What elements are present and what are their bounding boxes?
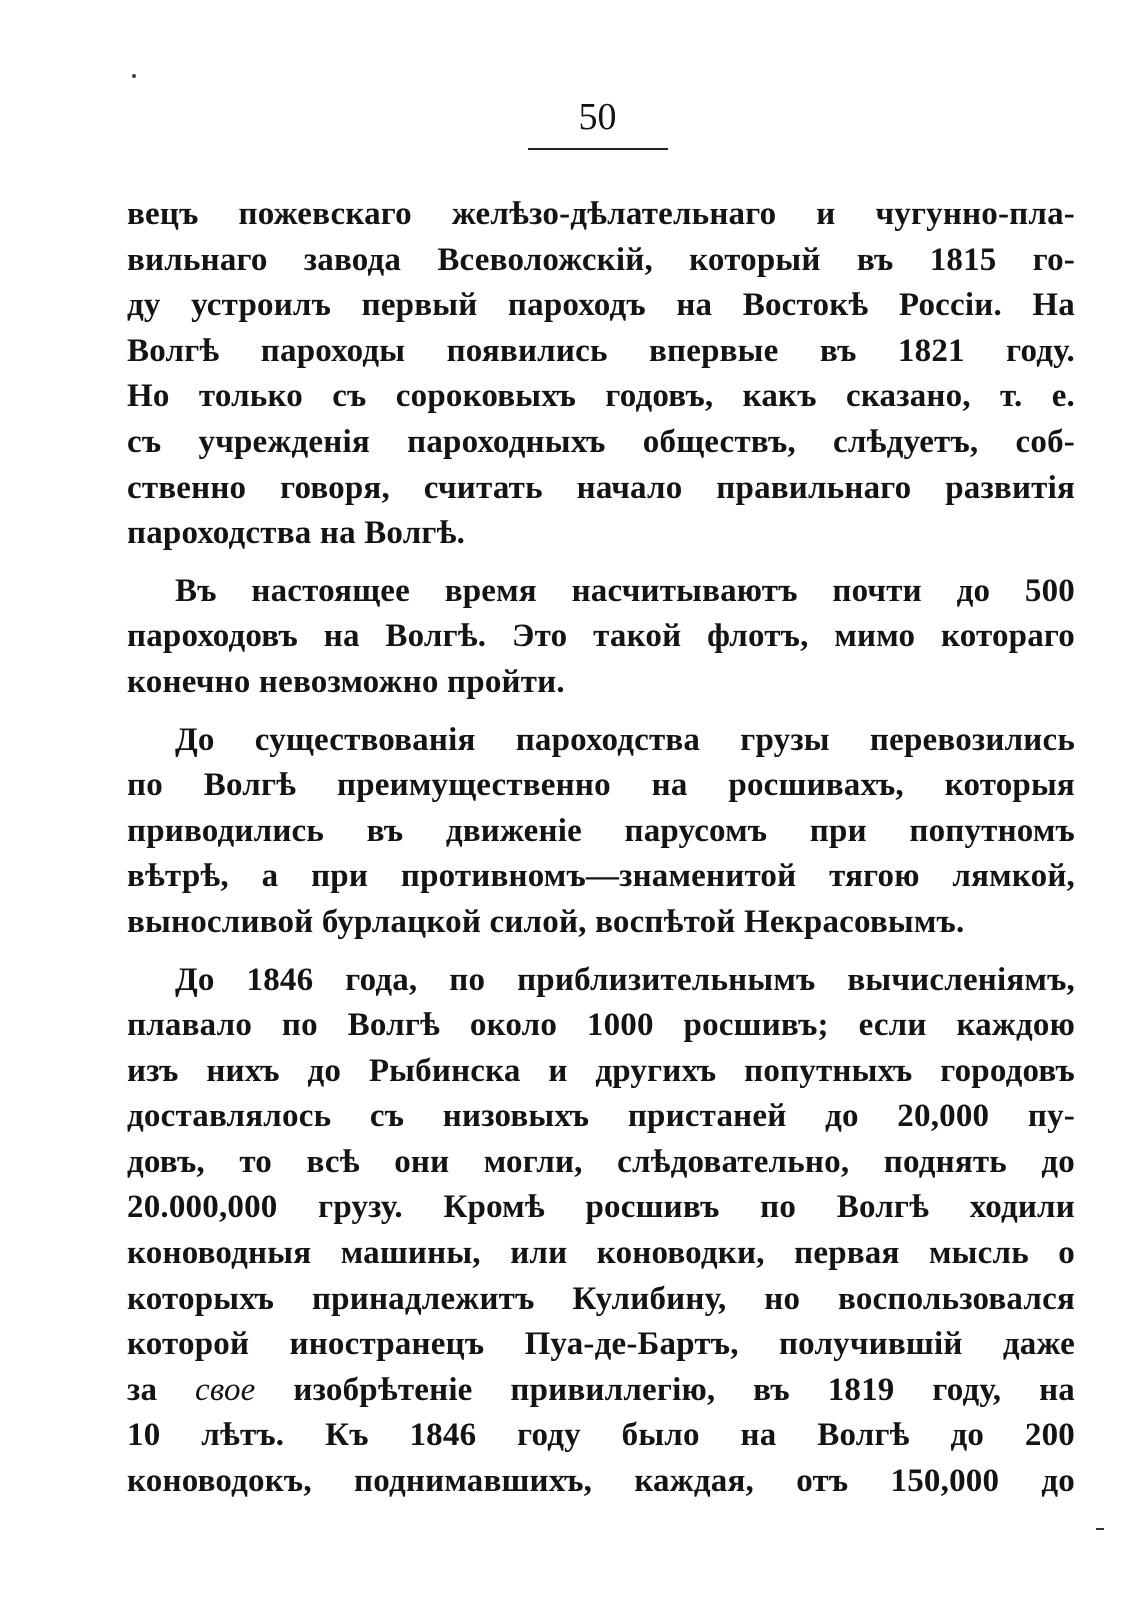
paragraph-4 — [127, 958, 1075, 1505]
text-line: 20.000,000 грузу. Кромѣ росшивъ по Волгѣ ходили — [127, 1189, 1075, 1226]
text-line: ственно говоря, считать начало правильнаго развитія — [127, 469, 1075, 506]
body-text — [127, 192, 1075, 1505]
text-line: плавало по Волгѣ около 1000 росшивъ; если каждою — [127, 1007, 1075, 1044]
text-line: вѣтрѣ, а при противномъ—знаменитой тягою лямкой, — [127, 858, 1075, 895]
text-line: съ учрежденія пароходныхъ обществъ, слѣдуетъ, соб- — [127, 423, 1075, 460]
paragraph-2 — [127, 569, 1075, 706]
text-line: по Волгѣ преимущественно на росшивахъ, которыя — [127, 767, 1075, 804]
text-line: выносливой бурлацкой силой, воспѣтой Некрасовымъ. — [127, 903, 965, 940]
text-line: довъ, то всѣ они могли, слѣдовательно, поднять до — [127, 1143, 1075, 1180]
text-line: вецъ пожевскаго желѣзо-дѣлательнаго и чугунно-пла- — [127, 196, 1075, 232]
paragraph-3 — [127, 718, 1075, 946]
text-line: коноводныя машины, или коноводки, первая мысль о — [127, 1235, 1075, 1272]
text-line: пароходства на Волгѣ. — [127, 515, 466, 552]
text-line: изъ нихъ до Рыбинска и другихъ попутныхъ городовъ — [127, 1052, 1075, 1089]
page-number-rule — [528, 148, 668, 150]
text-line: конечно невозможно пройти. — [127, 663, 565, 700]
text-line: Въ настоящее время насчитываютъ почти до 500 — [175, 572, 1075, 609]
margin-mark — [1096, 1528, 1104, 1530]
text-line: До 1846 года, по приблизительнымъ вычисленіямъ, — [175, 961, 1075, 998]
text-line: До существованія пароходства грузы перевозились — [175, 721, 1075, 758]
print-speck — [132, 74, 136, 78]
text-line: которой иностранецъ Пуа-де-Бартъ, получившій даже — [127, 1326, 1075, 1363]
text-line: 10 лѣтъ. Къ 1846 году было на Волгѣ до 200 — [127, 1417, 1075, 1454]
text-line: Но только съ сороковыхъ годовъ, какъ сказано, т. е. — [127, 378, 1075, 415]
text-fragment: изобрѣтеніе привиллегію, въ 1819 году, на — [293, 1371, 1075, 1408]
text-line: которыхъ принадлежитъ Кулибину, но воспользовался — [127, 1280, 1075, 1317]
page-number: 50 — [578, 96, 617, 138]
paragraph-1 — [127, 192, 1075, 557]
text-line: пароходовъ на Волгѣ. Это такой флотъ, мимо котораго — [127, 618, 1075, 655]
text-line: приводились въ движеніе парусомъ при попутномъ — [127, 812, 1075, 849]
text-line-with-italic — [127, 1368, 1075, 1414]
text-line: доставлялось съ низовыхъ пристаней до 20,000 пу- — [127, 1098, 1075, 1135]
text-line: Волгѣ пароходы появились впервые въ 1821 году. — [127, 332, 1075, 369]
text-line: ду устроилъ первый пароходъ на Востокѣ Россіи. На — [127, 287, 1075, 324]
italic-word: свое — [195, 1371, 256, 1408]
text-line: коноводокъ, поднимавшихъ, каждая, отъ 150,000 до — [127, 1463, 1075, 1500]
text-fragment: за — [127, 1371, 158, 1408]
text-line: вильнаго завода Всеволожскій, который въ 1815 го- — [127, 241, 1075, 278]
